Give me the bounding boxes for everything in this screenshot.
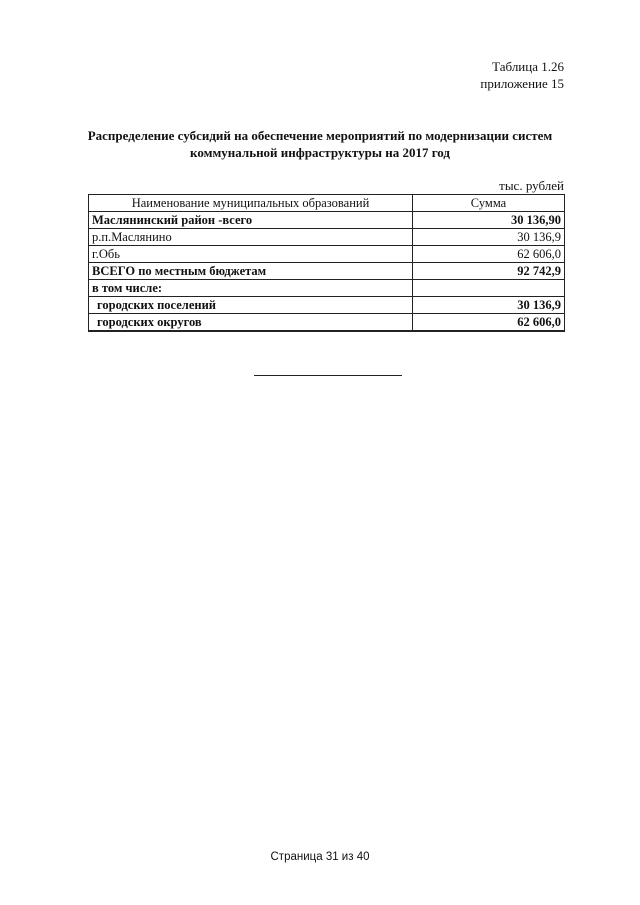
row-name: р.п.Маслянино <box>89 229 413 246</box>
row-name: ВСЕГО по местным бюджетам <box>89 263 413 280</box>
table-row <box>89 246 565 263</box>
separator-line <box>254 375 402 376</box>
subsidy-table <box>88 194 565 332</box>
header-block <box>480 58 564 92</box>
unit-label: тыс. рублей <box>499 178 564 193</box>
row-name: в том числе: <box>89 280 413 297</box>
title-line-1: Распределение субсидий на обеспечение мероприятий по модернизации систем <box>87 128 553 143</box>
row-sum: 62 606,0 <box>413 246 565 263</box>
table-row <box>89 263 565 280</box>
table-row <box>89 229 565 246</box>
row-name: городских округов <box>89 314 413 332</box>
page-footer: Страница 31 из 40 <box>270 851 370 863</box>
table-row <box>89 212 565 229</box>
row-name: г.Обь <box>89 246 413 263</box>
column-header-name: Наименование муниципальных образований <box>89 195 413 212</box>
table-number: Таблица 1.26 <box>492 59 564 74</box>
row-sum: 30 136,90 <box>413 212 565 229</box>
row-sum: 92 742,9 <box>413 263 565 280</box>
document-title <box>80 127 560 161</box>
title-line-2: коммунальной инфраструктуры на 2017 год <box>190 145 450 160</box>
appendix-label: приложение 15 <box>480 76 564 91</box>
row-sum <box>413 280 565 297</box>
table-row <box>89 297 565 314</box>
table-header-row <box>89 195 565 212</box>
row-name: Маслянинский район -всего <box>89 212 413 229</box>
column-header-sum: Сумма <box>413 195 565 212</box>
row-sum: 30 136,9 <box>413 229 565 246</box>
row-sum: 30 136,9 <box>413 297 565 314</box>
row-sum: 62 606,0 <box>413 314 565 332</box>
row-name: городских поселений <box>89 297 413 314</box>
table-row <box>89 314 565 332</box>
table-row <box>89 280 565 297</box>
